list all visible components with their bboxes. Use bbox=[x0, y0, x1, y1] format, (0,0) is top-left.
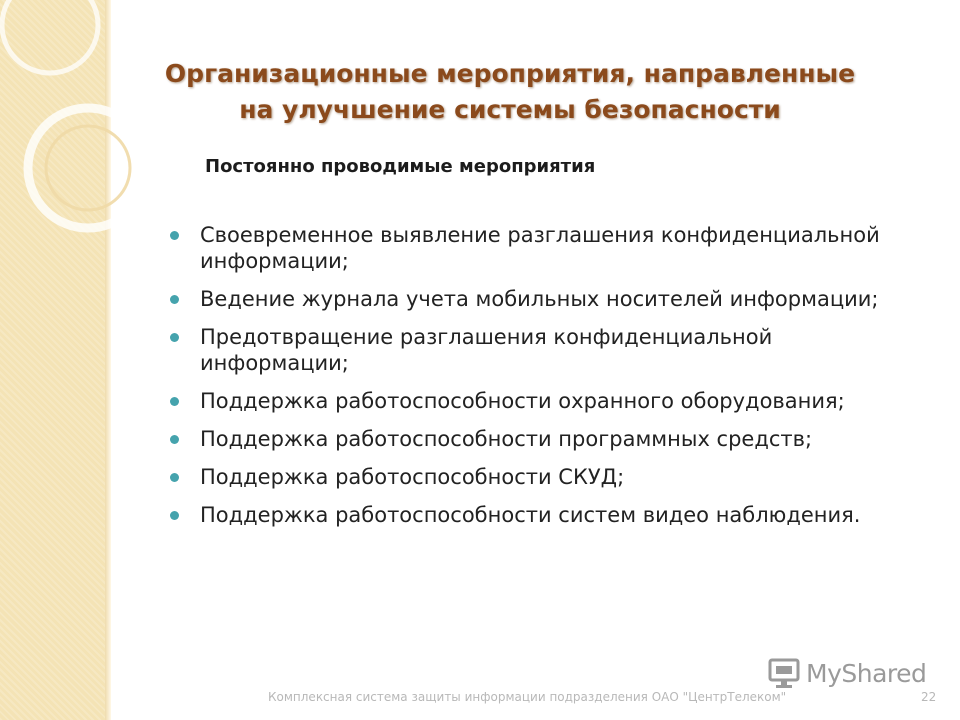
bullet-dot-icon bbox=[170, 511, 179, 520]
bullet-text: Своевременное выявление разглашения конфиденциальной информации; bbox=[200, 223, 880, 273]
watermark-text: MyShared bbox=[806, 658, 927, 688]
bullet-list bbox=[170, 222, 910, 540]
list-item bbox=[170, 286, 910, 312]
list-item bbox=[170, 502, 910, 528]
list-item bbox=[170, 426, 910, 452]
list-item bbox=[170, 324, 910, 376]
bullet-text: Предотвращение разглашения конфиденциальной информации; bbox=[200, 325, 773, 375]
slide-subtitle: Постоянно проводимые мероприятия bbox=[205, 156, 596, 177]
bullet-dot-icon bbox=[170, 473, 179, 482]
slide-title: Организационные мероприятия, направленные на улучшение системы безопасности bbox=[164, 59, 856, 124]
bullet-dot-icon bbox=[170, 397, 179, 406]
slide-footer: Комплексная система защиты информации подразделения ОАО "ЦентрТелеком" bbox=[268, 690, 787, 704]
bullet-dot-icon bbox=[170, 231, 179, 240]
bullet-text: Поддержка работоспособности СКУД; bbox=[200, 465, 625, 489]
bullet-dot-icon bbox=[170, 295, 179, 304]
list-item bbox=[170, 464, 910, 490]
decorative-circles bbox=[0, 0, 140, 260]
page-number: 22 bbox=[921, 690, 937, 704]
list-item bbox=[170, 388, 910, 414]
bullet-dot-icon bbox=[170, 333, 179, 342]
bullet-text: Поддержка работоспособности охранного оборудования; bbox=[200, 389, 845, 413]
monitor-logo-icon bbox=[768, 657, 802, 689]
bullet-text: Ведение журнала учета мобильных носителей информации; bbox=[200, 287, 879, 311]
myshared-watermark bbox=[768, 656, 926, 690]
list-item bbox=[170, 222, 910, 274]
bullet-dot-icon bbox=[170, 435, 179, 444]
bullet-text: Поддержка работоспособности программных средств; bbox=[200, 427, 813, 451]
bullet-text: Поддержка работоспособности систем видео наблюдения. bbox=[200, 503, 861, 527]
